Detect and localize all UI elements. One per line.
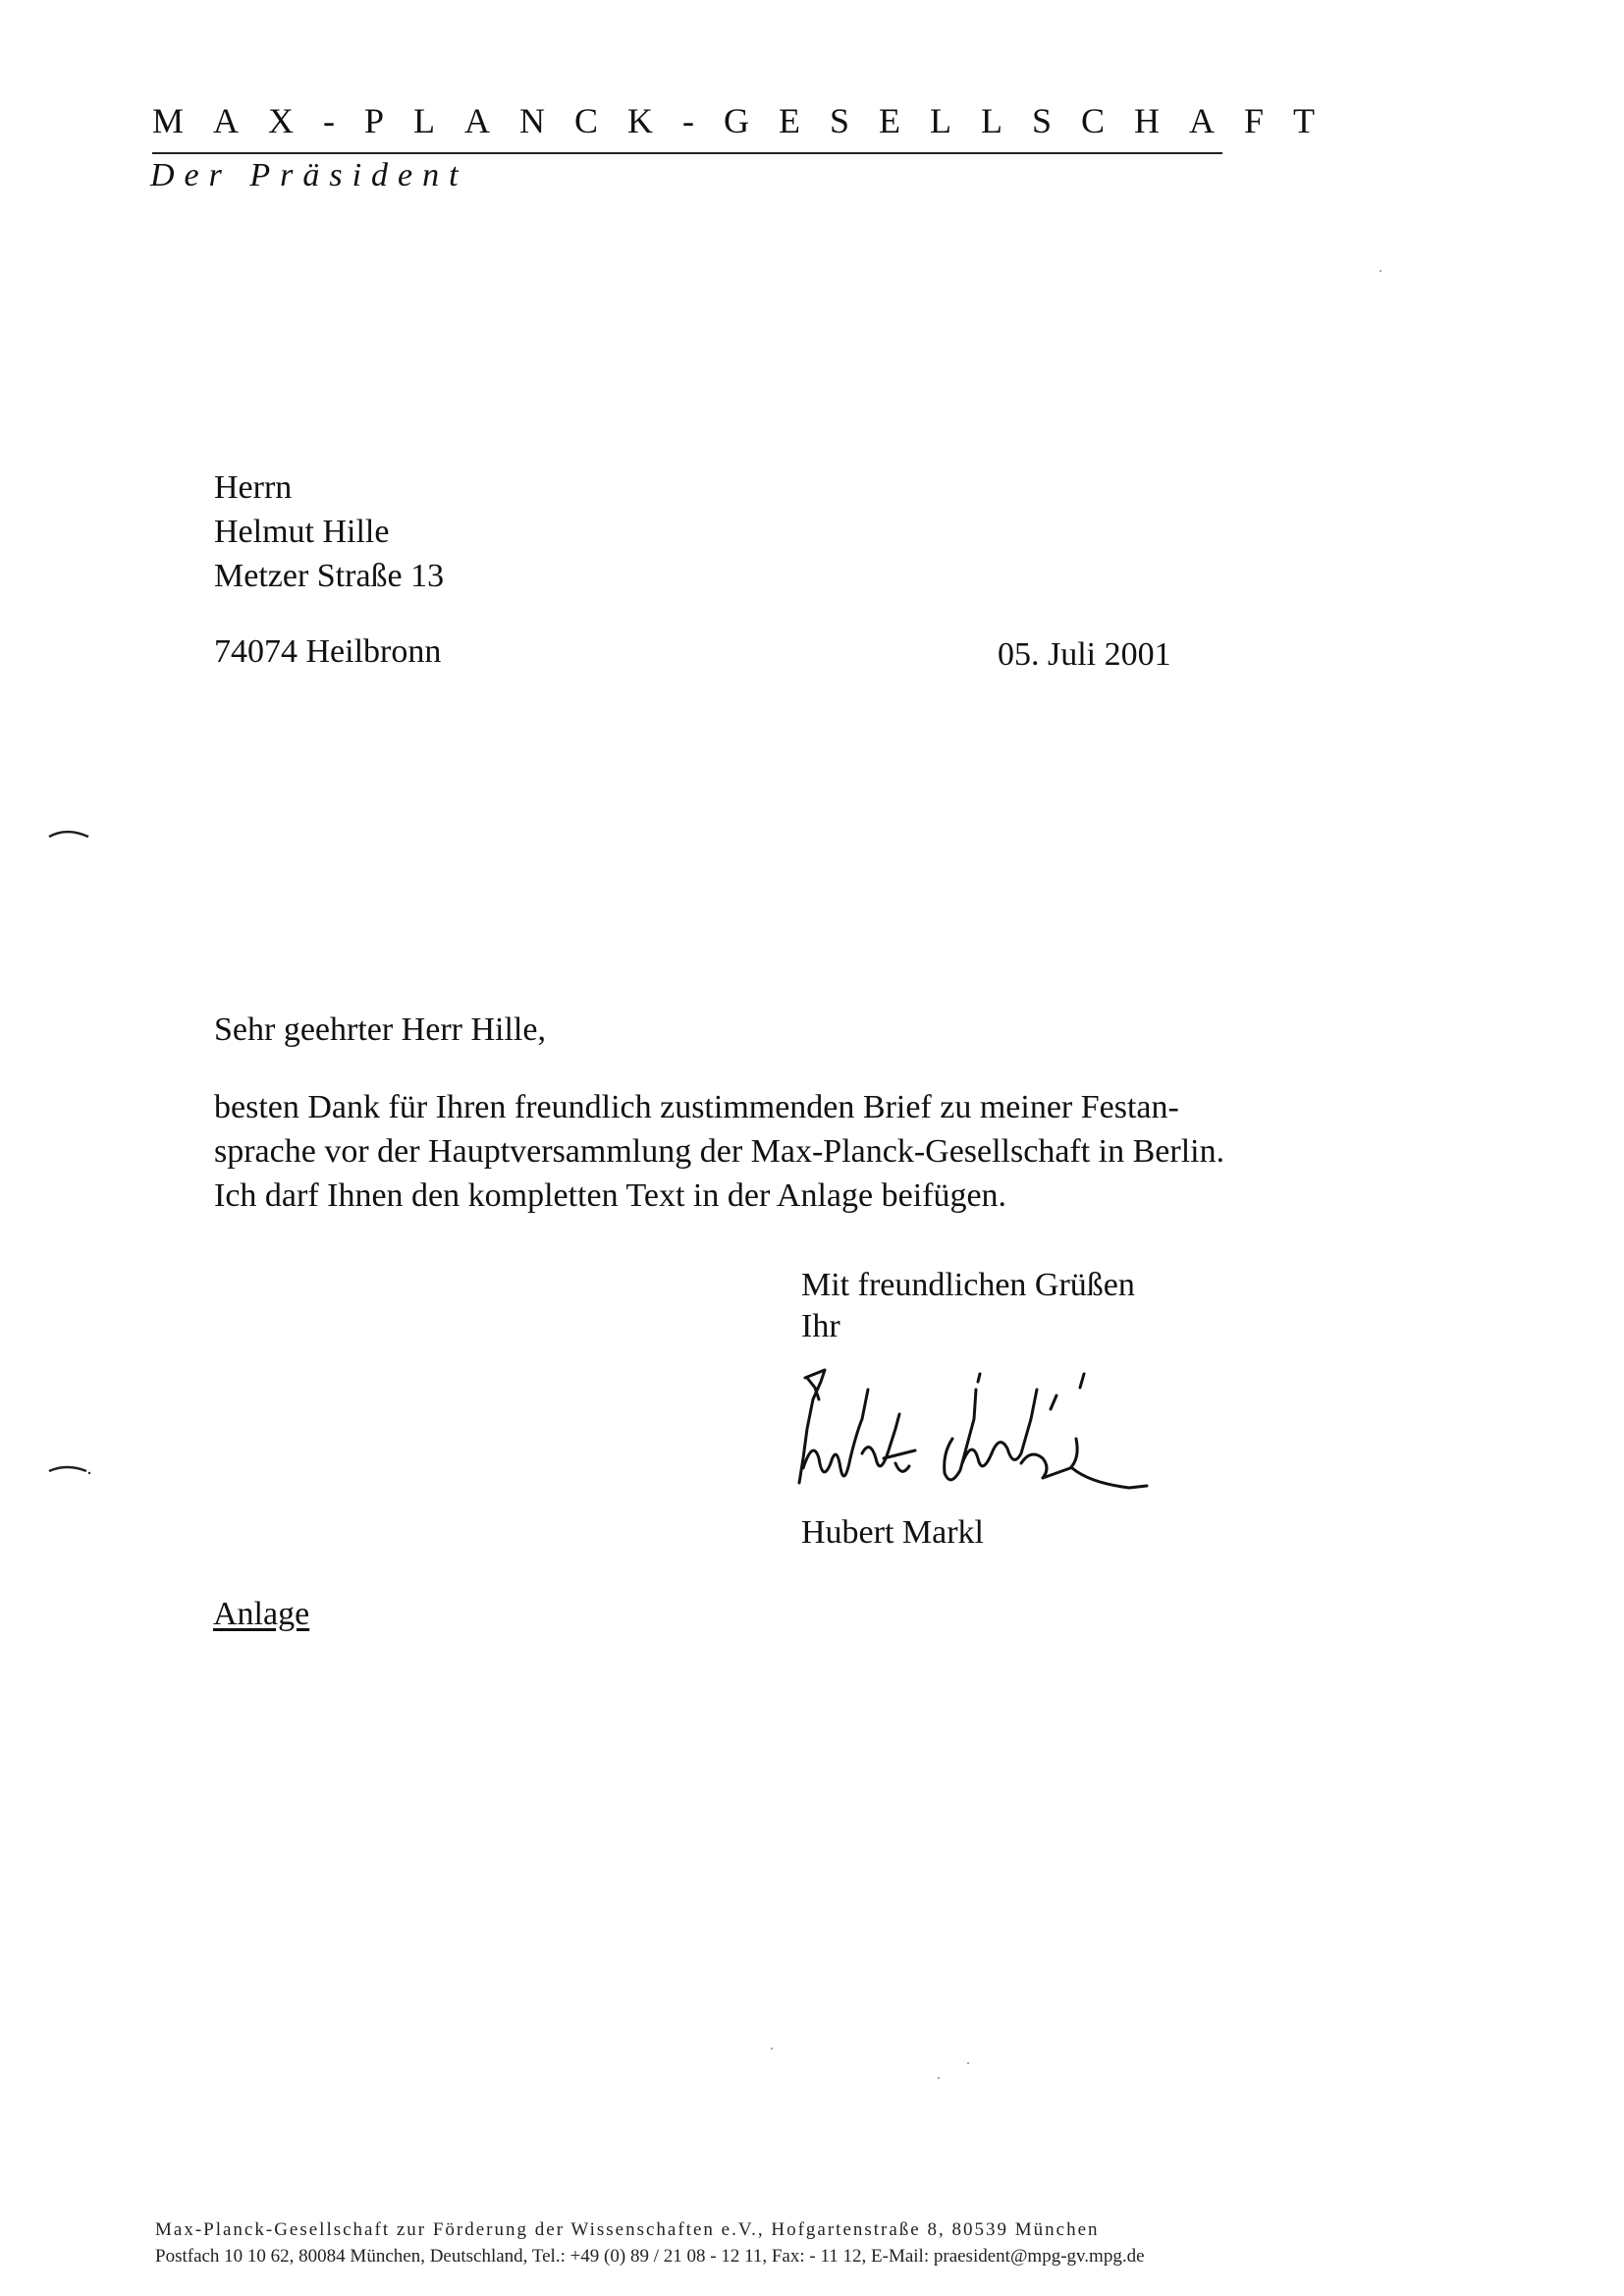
fold-mark-middle bbox=[47, 1463, 90, 1477]
body-line: Ich darf Ihnen den kompletten Text in der Anlage beifügen. bbox=[214, 1177, 1007, 1214]
footer-address-line: Max-Planck-Gesellschaft zur Förderung der Wissenschaften e.V., Hofgartenstraße 8, 80539 München bbox=[155, 2219, 1100, 2240]
letter-footer bbox=[155, 2216, 1145, 2269]
body-line: besten Dank für Ihren freundlich zustimmenden Brief zu meiner Festan- bbox=[214, 1089, 1179, 1125]
closing-line: Mit freundlichen Grüßen bbox=[801, 1267, 1135, 1303]
recipient-address bbox=[214, 465, 444, 598]
recipient-name: Helmut Hille bbox=[214, 514, 390, 550]
signer-name: Hubert Markl bbox=[801, 1514, 985, 1551]
recipient-salutation-line: Herrn bbox=[214, 469, 293, 506]
body-line: sprache vor der Hauptversammlung der Max-Planck-Gesellschaft in Berlin. bbox=[214, 1133, 1225, 1170]
closing-line: Ihr bbox=[801, 1308, 840, 1344]
letterhead-title: Der Präsident bbox=[150, 157, 468, 193]
scan-speck bbox=[1380, 270, 1381, 272]
fold-mark-top bbox=[47, 827, 90, 841]
letterhead-rule bbox=[152, 152, 1222, 154]
recipient-city: 74074 Heilbronn bbox=[214, 633, 442, 670]
enclosure-label: Anlage bbox=[213, 1596, 310, 1632]
scan-speck bbox=[967, 2062, 969, 2064]
scan-speck bbox=[771, 2048, 773, 2050]
closing bbox=[801, 1265, 1135, 1347]
letterhead-organization: MAX-PLANCK-GESELLSCHAFT bbox=[152, 101, 1345, 140]
letter-body bbox=[214, 1085, 1314, 1218]
footer-contact-line: Postfach 10 10 62, 80084 München, Deutschland, Tel.: +49 (0) 89 / 21 08 - 12 11, Fax: - 11 12, E-Mail: praesident@mpg-gv.mpg.de bbox=[155, 2246, 1145, 2267]
recipient-street: Metzer Straße 13 bbox=[214, 558, 445, 594]
scan-speck bbox=[938, 2077, 940, 2079]
handwritten-signature bbox=[785, 1360, 1149, 1512]
salutation: Sehr geehrter Herr Hille, bbox=[214, 1011, 546, 1048]
letter-date: 05. Juli 2001 bbox=[998, 636, 1171, 673]
